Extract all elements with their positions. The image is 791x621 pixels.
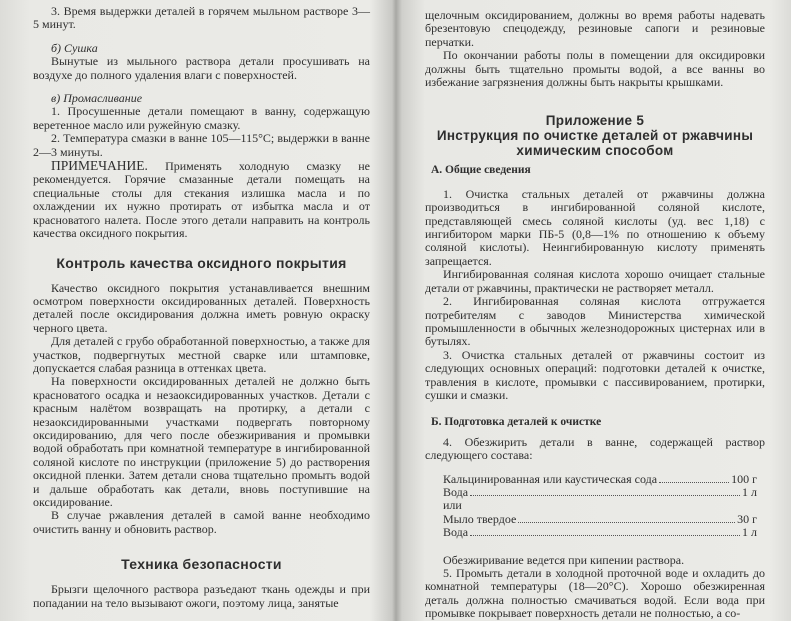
- note-label: ПРИМЕЧАНИЕ.: [51, 158, 148, 174]
- recipe-or-label: или: [443, 498, 462, 513]
- paragraph-quality-2: Для деталей с грубо обработанной поверхностью, а также для участков, подвергнутых местной сварке или штамповке, допускается слабая разница в оттенках цвета.: [33, 334, 370, 375]
- recipe-item-amount: 1 л: [742, 484, 757, 499]
- appendix-title: Приложение 5: [545, 113, 645, 129]
- recipe-item-name: Кальцинированная или каустическая сода: [443, 471, 658, 486]
- recipe-item-name: Мыло твердое: [443, 511, 517, 526]
- section-a-heading: А. Общие сведения: [431, 164, 531, 177]
- paragraph-a2: 2. Ингибированная соляная кислота отгружается потребителям с заводов Министерства химической промышленности в обычных железнодорожных цистернах или в бутылях.: [425, 294, 765, 349]
- recipe-item-name: Вода: [443, 525, 469, 540]
- paragraph-boiling: Обезжиривание ведется при кипении раствора.: [443, 552, 685, 567]
- paragraph-note: [33, 159, 370, 240]
- left-page: [33, 0, 370, 610]
- paragraph-floor-cleaning: По окончании работы полы в помещении для оксидировки должны быть тщательно промыты водой, а все ванны во избежание загрязнения должны быть накрыты крышками.: [425, 48, 765, 90]
- recipe-item: [443, 526, 757, 539]
- recipe-or: [443, 499, 757, 512]
- recipe-item-amount: 30 г: [737, 511, 757, 526]
- recipe-item-amount: 100 г: [731, 471, 757, 486]
- section-b-heading: Б. Подготовка деталей к очистке: [431, 416, 602, 429]
- paragraph-drying: Вынутые из мыльного раствора детали просушивать на воздухе до полного удаления влаги с поверхностей.: [33, 54, 370, 82]
- paragraph-quality-4: В случае ржавления деталей в самой ванне необходимо очистить ванну и обновить раствор.: [33, 508, 370, 536]
- recipe-list: [425, 473, 765, 540]
- right-page: [425, 0, 765, 621]
- recipe-item: [443, 473, 757, 486]
- paragraph-safety-1: Брызги щелочного раствора разъедают ткань одежды и при попадании на тело вызывают ожоги, поэтому лица, занятые: [33, 582, 370, 610]
- paragraph-a1b: Ингибированная соляная кислота хорошо очищает стальные детали от ржавчины, практически не растворяет металл.: [425, 267, 765, 295]
- paragraph-quality-1: Качество оксидного покрытия устанавливается внешним осмотром поверхности оксидированных деталей. Поверхность деталей после оксидирования должна иметь ровную окраску черного цвета.: [33, 280, 370, 335]
- heading-safety: Техника безопасности: [121, 556, 282, 573]
- drying-subtitle: б) Сушка: [51, 40, 98, 55]
- appendix-subtitle-2: химическим способом: [516, 143, 674, 159]
- recipe-item-name: Вода: [443, 484, 469, 499]
- recipe-item-amount: 1 л: [742, 525, 757, 540]
- paragraph-safety-cont: щелочным оксидированием, должны во время работы надевать брезентовую спецодежду, резиновые сапоги и резиновые перчатки.: [425, 8, 765, 49]
- paragraph-quality-3: На поверхности оксидированных деталей не должно быть красноватого осадка и незаоксидированных участков. Детали с красным налётом возвращать на протирку, а детали с незаоксидированными участками подвергать повторному оксидированию, для чего после обезжиривания и промывки водой обработать при комнатной температуре в ингибированной соляной кислоте по инструкции (приложение 5) до растворения оксидной пленки. Затем детали снова тщательно промыть водой и дальше обработать как детали, вновь поступившие на оксидирование.: [33, 374, 370, 509]
- paragraph-soap-time: 3. Время выдержки деталей в горячем мыльном растворе 3—5 минут.: [33, 4, 370, 32]
- oiling-subtitle: в) Промасливание: [51, 91, 143, 106]
- paragraph-oil-1: 1. Просушенные детали помещают в ванну, содержащую веретенное масло или ружейную смазку.: [33, 104, 370, 132]
- paragraph-b5: 5. Промыть детали в холодной проточной воде и охладить до комнатной температуры (18—20°С). Хорошо обезжиренная деталь должна полностью смачиваться водой. Если вода при промывке покрывает поверхность детали не полностью, а со-: [425, 566, 765, 621]
- recipe-item: [443, 513, 757, 526]
- note-text: Применять холодную смазку не рекомендуется. Горячие смазанные детали помещать на специальные столы для стекания излишка масла и по охлаждении их нужно протирать от избытка масла и от красноватого налета. После этого детали направить на контроль качества оксидного покрытия.: [33, 159, 371, 241]
- heading-quality-control: Контроль качества оксидного покрытия: [56, 254, 347, 271]
- appendix-subtitle-1: Инструкция по очистке деталей от ржавчины: [436, 128, 754, 144]
- recipe-item: [443, 486, 757, 499]
- paragraph-a1: 1. Очистка стальных деталей от ржавчины должна производиться в ингибированной соляной кислоте, представляющей смесь соляной кислоты (уд. вес 1,18) с ингибитором марки ПБ-5 (0,8—1% по отношению к объему соляной кислоты). Неингибированную кислоту применять запрещается.: [425, 186, 765, 268]
- paragraph-b4: 4. Обезжирить детали в ванне, содержащей раствор следующего состава:: [425, 434, 765, 463]
- paragraph-a3: 3. Очистка стальных деталей от ржавчины состоит из следующих основных операций: подготовки деталей к очистке, травления в кислоте, промывки с пассивированием, протирки, сушки и смазки.: [425, 347, 765, 402]
- paragraph-oil-2: 2. Температура смазки в ванне 105—115°С; выдержки в ванне 2—3 минуты.: [33, 131, 370, 159]
